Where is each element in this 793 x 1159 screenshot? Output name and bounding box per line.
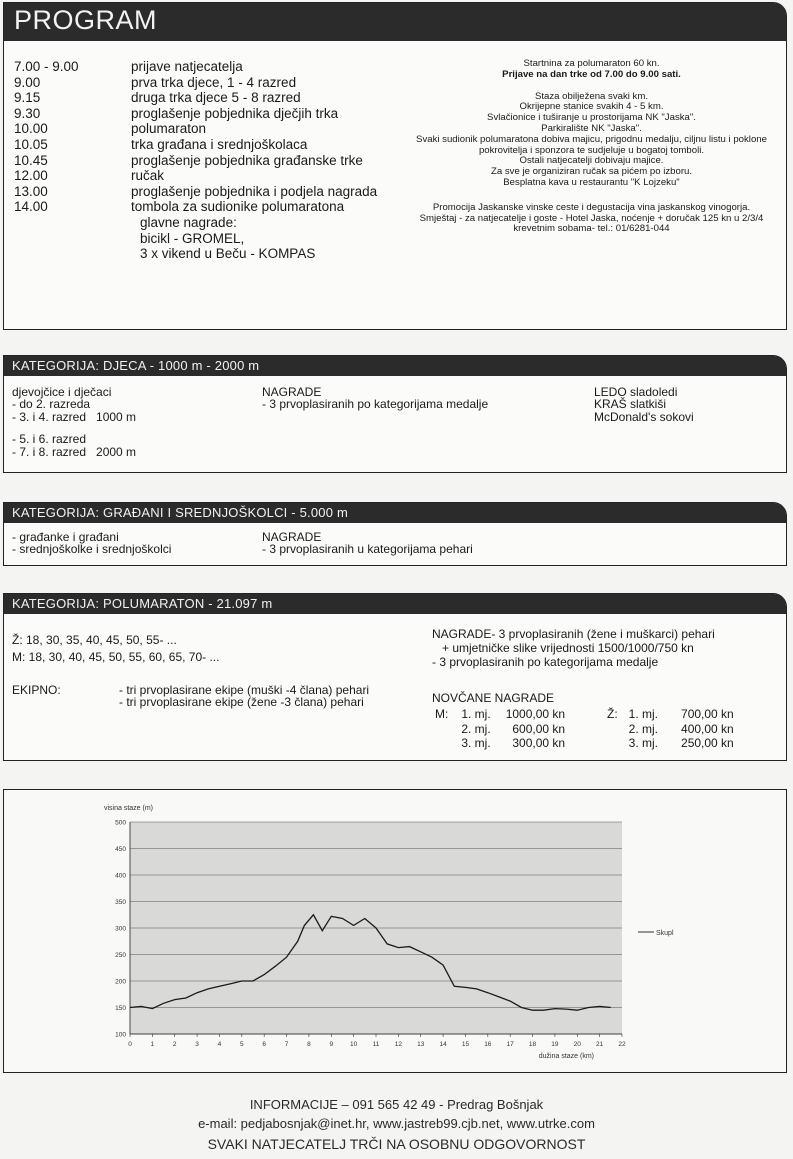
note: Staza obilježena svaki km. (534, 90, 649, 102)
citizens-prizes (262, 531, 582, 556)
note: Svaki sudionik polumaratona dobiva majicu, prigodnu medalju, ciljnu listu i poklone pokrovitelja i sponzora te sudjeluje u bogatoj tomboli. (416, 133, 767, 156)
prizes-intro: glavne nagrade: (140, 214, 237, 230)
schedule-time: 12.00 (14, 168, 48, 184)
schedule-desc: prva trka djece, 1 - 4 razred (131, 74, 297, 90)
category-title: KATEGORIJA: POLUMARATON - 21.097 m (4, 594, 786, 614)
team-label: EKIPNO: (12, 683, 61, 697)
women-label: Ž: (607, 707, 618, 721)
program-title: PROGRAM (4, 3, 786, 41)
x-tick-label: 6 (262, 1041, 266, 1048)
schedule-desc: trka građana i srednjoškolaca (131, 136, 308, 152)
text-line: M: 18, 30, 40, 45, 50, 55, 60, 65, 70- ... (12, 650, 220, 664)
text-line: NAGRADE (262, 530, 322, 544)
schedule-desc: tombola za sudionike polumaratona (131, 199, 345, 215)
x-tick-label: 17 (506, 1041, 514, 1048)
y-tick-label: 300 (115, 925, 126, 933)
prize-amount: 1000,00 kn (505, 707, 566, 721)
schedule-time: 10.05 (14, 136, 48, 152)
elevation-profile-box (3, 789, 787, 1073)
text-line: - tri prvoplasirane ekipe (muški -4 člana) pehari (119, 683, 370, 697)
women-cash-prizes (604, 707, 737, 751)
schedule-row (14, 75, 394, 91)
x-tick-label: 2 (172, 1041, 177, 1048)
prize-amount: 300,00 kn (512, 736, 566, 750)
half-marathon-prizes (432, 627, 782, 669)
y-ticks (115, 820, 130, 1039)
note: Ostali natjecatelji dobivaju majice. (519, 155, 664, 167)
x-tick-label: 7 (284, 1041, 289, 1048)
prize-place: 2. mj. (461, 721, 491, 736)
x-tick-label: 11 (372, 1041, 380, 1048)
y-tick-label: 100 (115, 1031, 126, 1039)
text-line: - 5. i 6. razred (12, 432, 87, 447)
prize-amount: 600,00 kn (512, 721, 566, 736)
schedule-row (14, 153, 394, 169)
note: Za sve je organiziran ručak sa pićem po izboru. (490, 166, 693, 178)
text-line: - 7. i 8. razred 2000 m (12, 444, 137, 459)
text-line: - 3 prvoplasiranih po kategorijama medalje (262, 397, 489, 412)
y-tick-label: 250 (115, 952, 126, 959)
schedule-time: 9.30 (14, 105, 41, 121)
x-tick-label: 3 (195, 1041, 199, 1048)
category-title: KATEGORIJA: DJECA - 1000 m - 2000 m (4, 356, 786, 376)
men-cash-prizes (432, 707, 568, 751)
prize-place: 1. mj. (461, 707, 491, 721)
text-line: djevojčice i dječaci (12, 385, 112, 399)
y-axis-label: visina staze (m) (104, 805, 154, 812)
note: Promocija Jaskanske vinske ceste i degustacija vina jaskanskog vinogorja. (432, 201, 751, 213)
text-line: - tri prvoplasirane ekipe (žene -3 člana) pehari (119, 695, 364, 710)
x-tick-label: 4 (217, 1041, 222, 1048)
y-tick-label: 400 (115, 872, 126, 880)
legend (638, 930, 674, 937)
children-prizes (262, 386, 582, 411)
x-tick-label: 18 (528, 1041, 537, 1048)
x-tick-label: 5 (240, 1041, 244, 1048)
schedule-row (14, 137, 394, 153)
schedule-row (14, 90, 394, 106)
children-sponsors (594, 386, 784, 423)
schedule-row (14, 184, 394, 200)
schedule-desc: prijave natjecatelja (131, 59, 243, 74)
text-line: McDonald's sokovi (594, 409, 694, 424)
text-line: - 3 prvoplasiranih po kategorijama medalje (432, 655, 659, 669)
text-line: Ž: 18, 30, 35, 40, 45, 50, 55- ... (12, 633, 177, 647)
text-line: - 3 prvoplasiranih u kategorijama pehari (262, 542, 473, 557)
y-tick-label: 350 (115, 899, 126, 906)
schedule-list (14, 59, 394, 262)
note: Smještaj - za natjecatelje i goste - Hotel Jaska, noćenje + doručak 125 kn u 2/3/4 krevetnim sobama- tel.: 01/6281-044 (419, 212, 764, 235)
y-tick-label: 150 (115, 1005, 126, 1012)
category-children (3, 355, 787, 473)
note: Parkiralište NK "Jaska". (541, 122, 642, 134)
prize-place: 3. mj. (628, 736, 659, 750)
prize-amount: 700,00 kn (681, 707, 734, 721)
note: Okrijepne stanice svakih 4 - 5 km. (519, 101, 664, 113)
note: Startnina za polumaraton 60 kn. (523, 58, 660, 69)
schedule-row (14, 199, 394, 215)
y-tick-label: 450 (115, 846, 126, 853)
schedule-time: 14.00 (14, 199, 48, 215)
schedule-time: 9.00 (14, 74, 41, 90)
x-tick-label: 22 (618, 1041, 626, 1048)
x-tick-label: 16 (484, 1041, 492, 1048)
cash-prizes-title: NOVČANE NAGRADE (432, 691, 555, 705)
citizens-groups (12, 531, 252, 556)
y-tick-label: 500 (115, 819, 126, 827)
schedule-row (14, 168, 394, 184)
schedule-desc: proglašenje pobjednika dječjih trka (131, 105, 339, 121)
note: Prijave na dan trke od 7.00 do 9.00 sati. (502, 68, 681, 80)
text-line: LEDO sladoledi (594, 385, 678, 399)
elevation-chart (4, 790, 785, 1071)
text-line: + umjetničke slike vrijednosti 1500/1000/750 kn (442, 641, 694, 655)
category-title: KATEGORIJA: GRAĐANI I SREDNJOŠKOLCI - 5.000 m (4, 503, 786, 523)
text-line: NAGRADE (262, 385, 322, 399)
prize-place: 2. mj. (628, 721, 659, 736)
x-tick-label: 13 (417, 1041, 425, 1048)
y-tick-label: 200 (115, 978, 126, 986)
schedule-desc: ručak (131, 168, 165, 184)
x-axis-label: dužina staze (km) (538, 1053, 594, 1060)
x-tick-label: 21 (596, 1041, 604, 1048)
men-label: M: (435, 707, 449, 721)
text-line: - do 2. razreda (12, 397, 91, 412)
children-groups (12, 386, 252, 458)
prize-amount: 250,00 kn (681, 736, 734, 750)
note: Svlačionice i tuširanje u prostorijama NK "Jaska". (487, 112, 696, 124)
text-line: NAGRADE- 3 prvoplasiranih (žene i muškarci) pehari (432, 627, 715, 641)
schedule-time: 13.00 (14, 183, 48, 199)
schedule-row (14, 59, 394, 75)
prize-place: 1. mj. (628, 707, 659, 721)
schedule-desc: proglašenje pobjednika i podjela nagrada (131, 183, 378, 199)
text-line: - 3. i 4. razred 1000 m (12, 409, 137, 424)
x-tick-label: 1 (150, 1041, 155, 1048)
category-citizens (3, 502, 787, 566)
schedule-time: 10.00 (14, 121, 48, 137)
x-tick-label: 8 (307, 1041, 311, 1048)
x-tick-label: 0 (128, 1041, 132, 1048)
x-tick-label: 20 (573, 1041, 581, 1048)
schedule-row (14, 121, 394, 137)
footer-info: INFORMACIJE – 091 565 42 49 - Predrag Bošnjak (249, 1097, 544, 1112)
schedule-desc: proglašenje pobjednika građanske trke (131, 152, 363, 168)
prize-place: 3. mj. (461, 736, 491, 750)
legend-label: Skupl (656, 930, 674, 937)
x-tick-label: 12 (394, 1041, 402, 1048)
x-tick-label: 10 (350, 1041, 358, 1048)
age-groups (12, 632, 412, 666)
schedule-time: 10.45 (14, 152, 48, 168)
x-tick-label: 19 (551, 1041, 559, 1048)
x-tick-label: 9 (329, 1041, 334, 1048)
category-half-marathon (3, 593, 787, 761)
program-notes (399, 59, 784, 235)
schedule-time: 7.00 - 9.00 (14, 59, 79, 74)
schedule-desc: polumaraton (131, 121, 207, 137)
note: Besplatna kava u restaurantu "K Lojzeku" (503, 176, 680, 188)
text-line: - građanke i građani (12, 530, 119, 544)
main-prize: 3 x vikend u Beču - KOMPAS (140, 246, 316, 262)
text-line: KRAŠ slatkiši (594, 397, 667, 412)
prize-amount: 400,00 kn (681, 721, 734, 736)
team-prizes (119, 684, 419, 709)
schedule-row (14, 106, 394, 122)
schedule-time: 9.15 (14, 90, 41, 106)
program-section (3, 2, 787, 330)
main-prize: bicikl - GROMEL, (140, 230, 245, 246)
x-tick-label: 15 (461, 1041, 470, 1048)
x-tick-label: 14 (439, 1041, 447, 1048)
footer-disclaimer: SVAKI NATJECATELJ TRČI NA OSOBNU ODGOVORNOST (207, 1136, 586, 1152)
schedule-desc: druga trka djece 5 - 8 razred (131, 90, 301, 106)
text-line: - srednjoškolke i srednjoškolci (12, 542, 172, 557)
x-ticks (128, 1034, 626, 1048)
footer-contacts: e-mail: pedjabosnjak@inet.hr, www.jastreb99.cjb.net, www.utrke.com (198, 1116, 595, 1131)
